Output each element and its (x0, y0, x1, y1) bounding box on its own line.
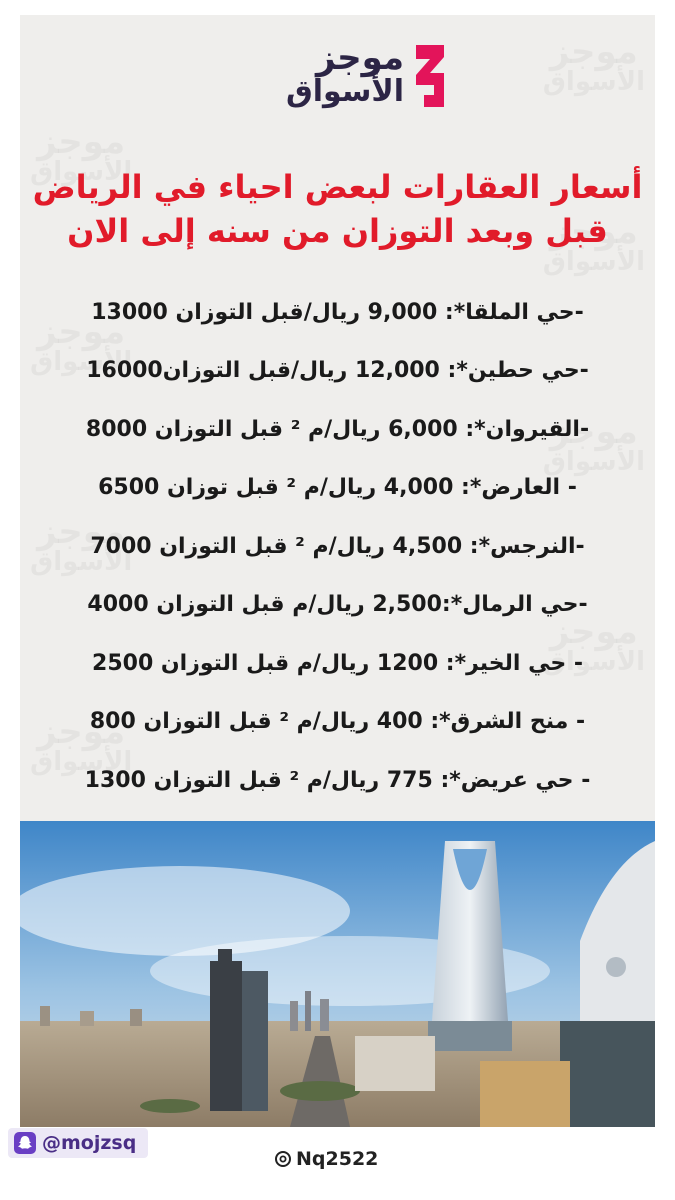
snapchat-handle-text: @mojzsq (42, 1132, 137, 1154)
brand-name-line1: موجز (315, 38, 404, 78)
snapchat-handle[interactable] (8, 1128, 148, 1158)
watermark (543, 35, 645, 95)
riyadh-skyline-image (20, 821, 655, 1127)
page-title (20, 165, 655, 253)
list-item: -حي حطين*: 12,000 ريال/قبل التوزان16000 (86, 358, 589, 384)
brand-mark-icon (412, 43, 448, 109)
list-item: -حي الملقا*: 9,000 ريال/قبل التوزان 13000 (91, 299, 584, 325)
brand-name-line2: الأسواق (285, 74, 404, 109)
list-item: -حي الرمال*:2,500 ريال/م قبل التوزان 4000 (87, 592, 588, 618)
list-item: - العارض*: 4,000 ريال/م ² قبل توزان 6500 (98, 475, 577, 501)
list-item: - منح الشرق*: 400 ريال/م ² قبل التوزان 800 (89, 709, 586, 735)
list-item: -النرجس*: 4,500 ريال/م ² قبل التوزان 7000 (90, 533, 585, 559)
brand-logo (248, 37, 448, 117)
list-item: - حي عريض*: 775 ريال/م ² قبل التوزان 1300 (84, 767, 591, 793)
threads-handle-text: Nq2522 (296, 1148, 379, 1170)
list-item: -القيروان*: 6,000 ريال/م ² قبل التوزان 8000 (85, 416, 590, 442)
title-line-2: قبل وبعد التوزان من سنه إلى الان (67, 212, 608, 250)
threads-icon (274, 1150, 292, 1168)
threads-handle[interactable] (274, 1146, 378, 1172)
title-line-1: أسعار العقارات لبعض احياء في الرياض (32, 168, 643, 206)
post-card (20, 15, 655, 1127)
snapchat-ghost-icon (14, 1132, 36, 1154)
list-item: - حي الخير*: 1200 ريال/م قبل التوزان 2500 (92, 650, 583, 676)
price-list (20, 283, 655, 810)
